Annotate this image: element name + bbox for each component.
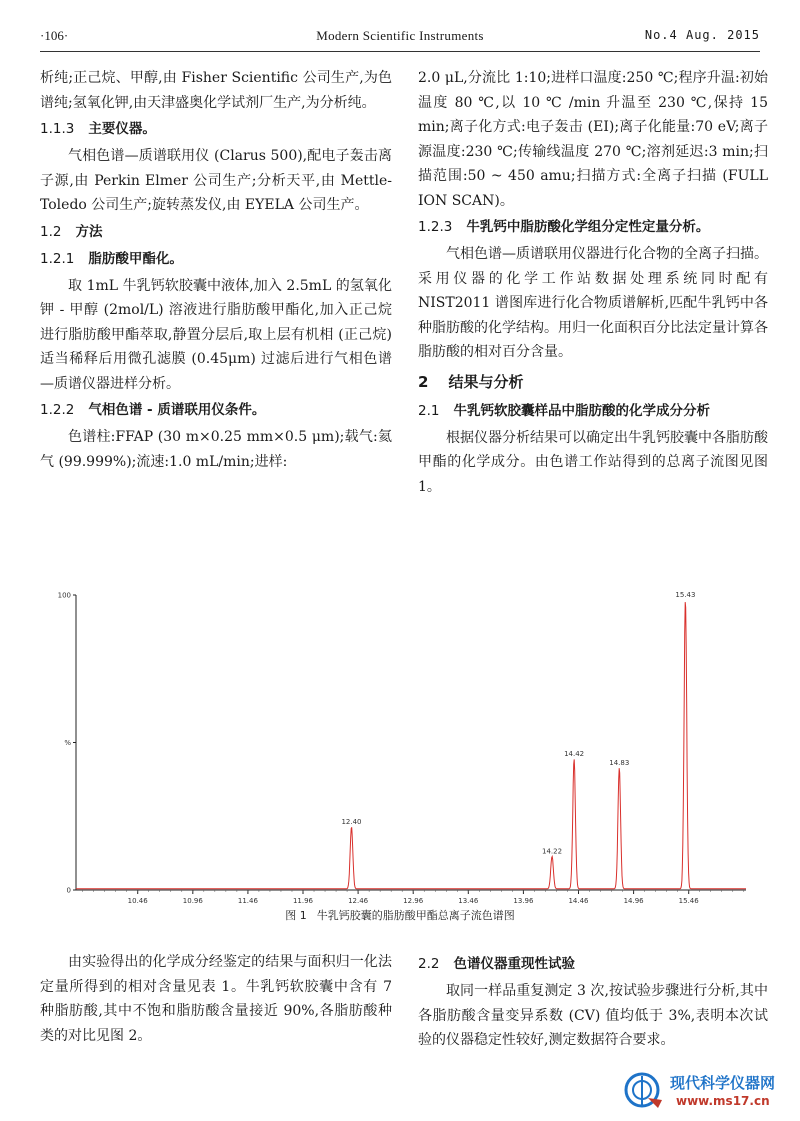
chromatogram-trace bbox=[76, 602, 746, 889]
page-number: ·106· bbox=[40, 28, 69, 43]
figure-number: 图 1 bbox=[285, 909, 307, 922]
section-number: 1.1.3 bbox=[40, 121, 75, 137]
paragraph-reagents: 析纯;正己烷、甲醇,由 Fisher Scientific 公司生产,为色谱纯;氢氧化钾,由天津盛奥化学试剂厂生产,为分析纯。 bbox=[40, 70, 392, 111]
x-tick-label: 10.46 bbox=[127, 897, 148, 905]
x-tick-label: 13.46 bbox=[458, 897, 479, 905]
x-tick-label: 14.96 bbox=[623, 897, 644, 905]
peak-label: 14.22 bbox=[542, 847, 563, 856]
heading-1-2-3 bbox=[418, 215, 768, 240]
heading-1-2-2 bbox=[40, 398, 392, 423]
x-tick-label: 12.96 bbox=[403, 897, 424, 905]
paragraph-gc-conditions: 色谱柱:FFAP (30 m×0.25 mm×0.5 μm);载气:氦气 (99.999%);流速:1.0 mL/min;进样: bbox=[40, 429, 392, 470]
x-tick-label: 15.46 bbox=[678, 897, 699, 905]
x-tick-label: 10.96 bbox=[182, 897, 203, 905]
paragraph-gc-conditions-cont: 2.0 μL,分流比 1:10;进样口温度:250 ℃;程序升温:初始温度 80 ℃,以 10 ℃ /min 升温至 230 ℃,保持 15 min;离子化方式:电子轰击 (EI);离子化能量:70 eV;离子源温度:230 ℃;传输线温度 270 ℃;溶剂延迟:3 min;扫描范围:50 ~ 450 amu;扫描方式:全离子扫描 (FULL ION SCAN)。 bbox=[418, 70, 768, 209]
section-number: 2 bbox=[418, 372, 429, 391]
paragraph-qualitative: 气相色谱—质谱联用仪器进行化合物的全离子扫描。采用仪器的化学工作站数据处理系统同时配有 NIST2011 谱图库进行化合物质谱解析,匹配牛乳钙中各种脂肪酸的化学结构。用归一化面积百分比法定量计算各脂肪酸的相对百分含量。 bbox=[418, 246, 768, 360]
right-column-bottom bbox=[418, 950, 768, 1053]
section-number: 1.2.1 bbox=[40, 250, 75, 267]
x-tick-label: 12.46 bbox=[348, 897, 369, 905]
section-title: 主要仪器。 bbox=[88, 121, 156, 137]
section-title: 方法 bbox=[75, 223, 103, 240]
heading-2-2 bbox=[418, 952, 768, 977]
section-title: 色谱仪器重现性试验 bbox=[453, 956, 575, 972]
issue-info: No.4 Aug. 2015 bbox=[644, 28, 760, 42]
watermark-site-name: 现代科学仪器网 bbox=[670, 1074, 776, 1092]
x-tick-label: 14.46 bbox=[568, 897, 589, 905]
heading-1-2 bbox=[40, 220, 392, 245]
peak-label: 14.83 bbox=[609, 759, 630, 768]
section-number: 1.2.2 bbox=[40, 402, 75, 418]
journal-name: Modern Scientific Instruments bbox=[316, 28, 484, 43]
running-header bbox=[40, 24, 760, 52]
watermark-logo[interactable] bbox=[622, 1068, 792, 1116]
section-number: 1.2.3 bbox=[418, 219, 453, 235]
y-tick-label: 100 bbox=[57, 591, 71, 600]
heading-1-2-1 bbox=[40, 247, 392, 272]
figure-caption-text: 牛乳钙胶囊的脂肪酸甲酯总离子流色谱图 bbox=[316, 909, 515, 922]
heading-1-1-3 bbox=[40, 117, 392, 142]
section-title: 脂肪酸甲酯化。 bbox=[88, 250, 183, 267]
paragraph-methylation: 取 1mL 牛乳钙软胶囊中液体,加入 2.5mL 的氢氧化钾 - 甲醇 (2mol/L) 溶液进行脂肪酸甲酯化,加入正己烷进行脂肪酸甲酯萃取,静置分层后,取上层有机相 (正己烷) 适当稀释后用微孔滤膜 (0.45μm) 过滤后进行气相色谱—质谱仪器进样分析。 bbox=[40, 277, 392, 392]
left-column-bottom bbox=[40, 950, 392, 1048]
paragraph-2-2: 取同一样品重复测定 3 次,按试验步骤进行分析,其中各脂肪酸含量变异系数 (CV) 值均低于 3%,表明本次试验的仪器稳定性较好,测定数据符合要求。 bbox=[418, 983, 768, 1048]
section-title: 牛乳钙中脂肪酸化学组分定性定量分析。 bbox=[466, 219, 710, 235]
paragraph-results: 由实验得出的化学成分经鉴定的结果与面积归一化法定量所得到的相对含量见表 1。牛乳钙软胶囊中含有 7 种脂肪酸,其中不饱和脂肪酸含量接近 90%,各脂肪酸种类的对比见图 2。 bbox=[40, 954, 392, 1044]
section-number: 1.2 bbox=[40, 223, 62, 240]
section-title: 结果与分析 bbox=[448, 372, 524, 391]
heading-2 bbox=[418, 367, 768, 397]
section-title: 气相色谱 - 质谱联用仪条件。 bbox=[88, 402, 266, 418]
left-column-top bbox=[40, 66, 392, 474]
instrument-logo-icon bbox=[622, 1070, 666, 1112]
chromatogram-chart bbox=[40, 585, 760, 905]
x-tick-label: 11.46 bbox=[237, 897, 258, 905]
paragraph-2-1: 根据仪器分析结果可以确定出牛乳钙胶囊中各脂肪酸甲酯的化学成分。由色谱工作站得到的总离子流图见图 1。 bbox=[418, 429, 768, 495]
paragraph-instruments: 气相色谱—质谱联用仪 (Clarus 500),配电子轰击离子源,由 Perkin Elmer 公司生产;分析天平,由 Mettle-Toledo 公司生产;旋转蒸发仪,由 EYELA 公司生产。 bbox=[40, 148, 392, 213]
watermark-url[interactable]: www.ms17.cn bbox=[676, 1094, 770, 1108]
heading-2-1 bbox=[418, 399, 768, 424]
x-tick-label: 11.96 bbox=[292, 897, 314, 905]
figure-1 bbox=[40, 585, 760, 925]
figure-caption bbox=[40, 907, 760, 923]
x-tick-label: 13.96 bbox=[513, 897, 534, 905]
y-tick-label: % bbox=[64, 739, 71, 747]
peak-label: 12.40 bbox=[341, 818, 362, 827]
section-title: 牛乳钙软胶囊样品中脂肪酸的化学成分分析 bbox=[453, 402, 710, 419]
peak-label: 14.42 bbox=[564, 750, 585, 759]
peak-label: 15.43 bbox=[675, 590, 696, 599]
section-number: 2.2 bbox=[418, 956, 440, 972]
right-column-top bbox=[418, 66, 768, 499]
y-tick-label: 0 bbox=[66, 886, 71, 895]
section-number: 2.1 bbox=[418, 402, 440, 419]
